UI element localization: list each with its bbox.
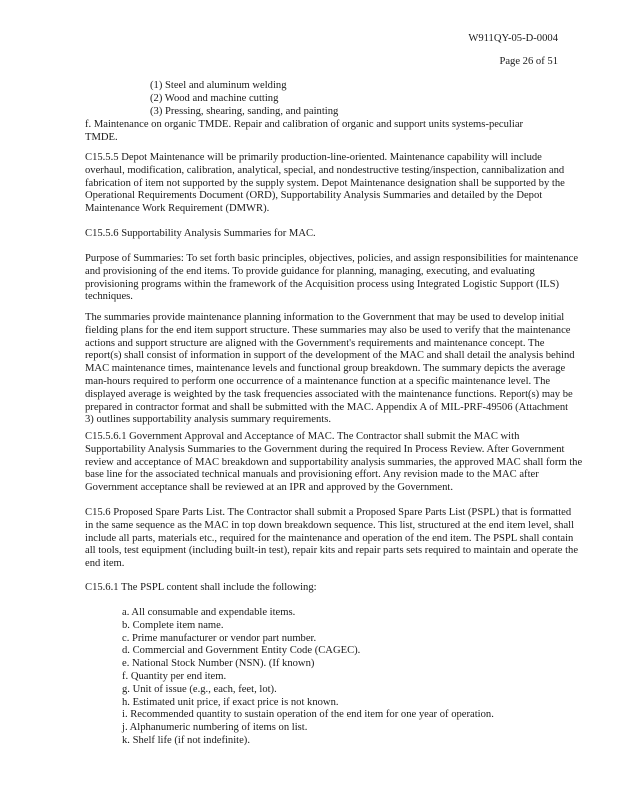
list-item: i. Recommended quantity to sustain operation of the end item for one year of operation. [122,709,494,721]
list-item: f. Quantity per end item. [122,670,227,682]
list-item: d. Commercial and Government Entity Code (CAGEC). [122,645,361,657]
text-line: Government acceptance shall be reviewed at an IPR and approved by the Government. [85,482,453,494]
section-heading: C15.5.6 Supportability Analysis Summaries for MAC. [85,228,316,239]
page-number: Page 26 of 51 [499,56,558,67]
section-c15-5-5 [85,152,565,216]
item-f-paragraph [85,119,560,145]
contract-number: W911QY-05-D-0004 [468,33,558,44]
list-item: e. National Stock Number (NSN). (If known) [122,658,315,670]
text-line: Maintenance Work Requirement (DMWR). [85,203,270,215]
section-c15-5-6-1 [85,431,583,495]
text-line: C15.6 Proposed Spare Parts List. The Contractor shall submit a Proposed Spare Parts List (PSPL) that is formatted [85,507,572,518]
text-line: Operational Requirements Document (ORD), Supportability Analysis Summaries and detailed by the Depot [85,190,543,202]
text-line: man-hours required to perform one occurrence of a maintenance function at a specific maintenance level. The [85,375,551,387]
text-line: techniques. [85,291,133,303]
text-line: overhaul, modification, calibration, analytical, special, and nondestructive testing/inspection, cannibalization and [85,164,565,176]
text-line: all tools, test equipment (including built-in test), repair kits and repair parts sets required to maintain and operate the [85,545,579,557]
text-line: actions and support structure are aligned with the Government's requirements and maintenance concept. The [85,337,545,349]
text-line: TMDE. [85,131,118,143]
text-line: and provisioning of the end items. To provide guidance for planning, managing, executing, and evaluating [85,265,535,277]
text-line: Purpose of Summaries: To set forth basic principles, objectives, policies, and assign responsibilities for maintenance [85,253,579,264]
text-line: review and acceptance of MAC breakdown and supportability analysis summaries, the approved MAC shall form the [85,456,583,468]
text-line: provisioning programs within the framework of the Acquisition process using Integrated Logistic Support (ILS) [85,278,559,290]
text-line: C15.5.5 Depot Maintenance will be primarily production-line-oriented. Maintenance capability will include [85,152,542,163]
text-line: end item. [85,558,125,570]
text-line: Supportability Analysis Summaries to the Government during the required In Process Review. After Government [85,443,565,455]
text-line: fabrication of item not supported by the supply system. Depot Maintenance designation shall be supported by the [85,177,565,189]
process-sublist [150,80,338,118]
section-heading: C15.6.1 The PSPL content shall include the following: [85,582,317,593]
text-line: f. Maintenance on organic TMDE. Repair and calibration of organic and support units systems-peculiar [85,119,524,130]
text-line: displayed average is weighted by the task frequencies associated with the maintenance functions. Report(s) may be [85,388,573,400]
text-line: include all parts, materials etc., required for the maintenance and operation of the end item. The PSPL shall contain [85,532,574,544]
text-line: in the same sequence as the MAC in top down breakdown sequence. This list, structured at the end item level, shall [85,519,575,531]
text-line: 3) outlines supportability analysis summary requirements. [85,414,331,426]
text-line: report(s) shall consist of information in support of the development of the MAC and shall detail the analysis behind [85,350,575,362]
section-c15-6-1-heading [85,582,560,595]
list-item: k. Shelf life (if not indefinite). [122,734,250,746]
purpose-paragraph [85,253,579,304]
list-item: c. Prime manufacturer or vendor part number. [122,632,317,644]
sublist-item: (2) Wood and machine cutting [150,92,279,104]
section-c15-5-6-heading [85,228,560,241]
text-line: C15.5.6.1 Government Approval and Acceptance of MAC. The Contractor shall submit the MAC with [85,431,520,442]
text-line: MAC maintenance times, maintenance levels and functional group breakdown. The summary depicts the average [85,363,566,375]
list-item: b. Complete item name. [122,619,224,631]
text-line: The summaries provide maintenance planning information to the Government that may be used to develop initial [85,312,565,323]
text-line: base line for the associated technical manuals and provisioning effort. Any revision made to the MAC after [85,469,539,481]
sublist-item: (1) Steel and aluminum welding [150,80,287,91]
summaries-paragraph [85,312,575,427]
sublist-item: (3) Pressing, shearing, sanding, and painting [150,105,339,117]
text-line: fielding plans for the end item support structure. These summaries may also be used to verify that the maintenance [85,324,571,336]
section-c15-6 [85,507,579,571]
text-line: prepared in contractor format and shall be submitted with the MAC. Appendix A of MIL-PRF-49506 (Attachment [85,401,569,413]
list-item: g. Unit of issue (e.g., each, feet, lot). [122,683,277,695]
list-item: j. Alphanumeric numbering of items on list. [122,722,308,734]
list-item: a. All consumable and expendable items. [122,607,296,618]
pspl-content-list [122,607,494,748]
list-item: h. Estimated unit price, if exact price is not known. [122,696,339,708]
